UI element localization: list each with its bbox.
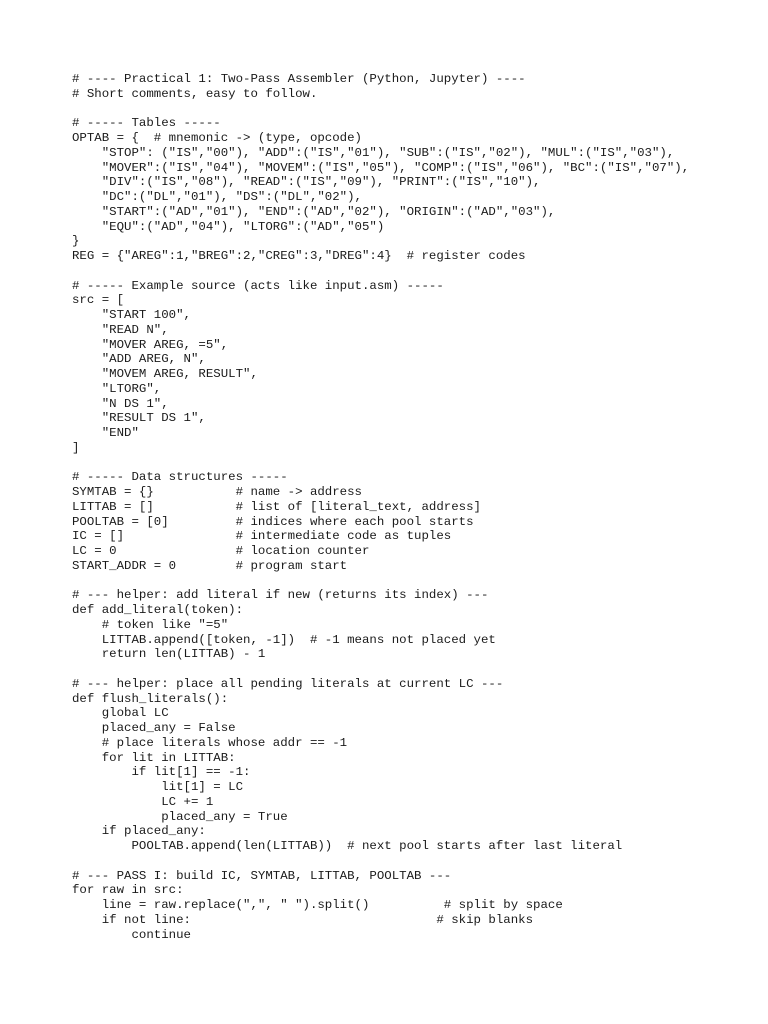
code-line: for lit in LITTAB: xyxy=(72,750,236,765)
code-line: "START":("AD","01"), "END":("AD","02"), "ORIGIN":("AD","03"), xyxy=(72,204,556,219)
code-line: "EQU":("AD","04"), "LTORG":("AD","05") xyxy=(72,219,385,234)
code-line: ] xyxy=(72,440,80,455)
blank-line xyxy=(72,102,752,117)
code-line: line = raw.replace(",", " ").split() # split by space xyxy=(72,898,563,912)
code-line: "MOVER":("IS","04"), "MOVEM":("IS","05"), "COMP":("IS","06"), "BC":("IS","07"), xyxy=(72,160,690,175)
code-line: "STOP": ("IS","00"), "ADD":("IS","01"), "SUB":("IS","02"), "MUL":("IS","03"), xyxy=(72,145,675,160)
code-line: LC = 0 # location counter xyxy=(72,544,370,558)
code-line: REG = {"AREG":1,"BREG":2,"CREG":3,"DREG":4} # register codes xyxy=(72,249,526,263)
code-line: "MOVEM AREG, RESULT", xyxy=(72,367,258,381)
code-line: START_ADDR = 0 # program start xyxy=(72,558,348,573)
code-line: global LC xyxy=(72,706,169,721)
code-line: # Short comments, easy to follow. xyxy=(72,86,318,101)
code-line: if placed_any: xyxy=(72,824,206,839)
code-line: LITTAB.append([token, -1]) # -1 means not placed yet xyxy=(72,632,496,647)
blank-line xyxy=(72,264,752,279)
code-line: POOLTAB = [0] # indices where each pool starts xyxy=(72,514,474,529)
code-line: OPTAB = { # mnemonic -> (type, opcode) xyxy=(72,131,362,145)
code-line: # --- helper: add literal if new (returns its index) --- xyxy=(72,588,489,603)
code-line: def flush_literals(): xyxy=(72,691,229,706)
code-line: "DIV":("IS","08"), "READ":("IS","09"), "PRINT":("IS","10"), xyxy=(72,175,541,190)
code-line: for raw in src: xyxy=(72,883,184,898)
code-line: continue xyxy=(72,927,191,942)
blank-line xyxy=(72,574,752,589)
code-line: # ----- Data structures ----- xyxy=(72,470,288,485)
code-line: "DC":("DL","01"), "DS":("DL","02"), xyxy=(72,190,362,204)
code-line: "N DS 1", xyxy=(72,396,169,411)
code-line: } xyxy=(72,234,80,249)
code-line: # place literals whose addr == -1 xyxy=(72,735,348,750)
code-line: # --- helper: place all pending literals at current LC --- xyxy=(72,676,504,691)
code-line: LITTAB = [] # list of [literal_text, address] xyxy=(72,499,481,514)
code-listing xyxy=(72,72,752,942)
code-line: "END" xyxy=(72,426,139,440)
code-line: LC += 1 xyxy=(72,794,214,809)
blank-line xyxy=(72,854,752,869)
code-line: return len(LITTAB) - 1 xyxy=(72,647,266,662)
code-line: POOLTAB.append(len(LITTAB)) # next pool starts after last literal xyxy=(72,839,623,853)
code-line: placed_any = False xyxy=(72,721,236,735)
code-line: if not line: # skip blanks xyxy=(72,912,534,927)
code-line: "MOVER AREG, =5", xyxy=(72,337,229,352)
code-line: "ADD AREG, N", xyxy=(72,352,206,367)
code-line: placed_any = True xyxy=(72,809,288,824)
blank-line xyxy=(72,456,752,471)
code-line: src = [ xyxy=(72,293,125,308)
code-line: IC = [] # intermediate code as tuples xyxy=(72,529,452,544)
code-line: if lit[1] == -1: xyxy=(72,765,251,780)
code-line: "RESULT DS 1", xyxy=(72,411,206,426)
code-line: # token like "=5" xyxy=(72,617,229,632)
code-line: # ---- Practical 1: Two-Pass Assembler (Python, Jupyter) ---- xyxy=(72,72,526,86)
code-line: "START 100", xyxy=(72,308,191,322)
code-line: # ----- Tables ----- xyxy=(72,116,221,131)
code-line: # ----- Example source (acts like input.asm) ----- xyxy=(72,278,444,293)
code-line: def add_literal(token): xyxy=(72,603,244,617)
code-line: lit[1] = LC xyxy=(72,780,244,794)
code-line: "READ N", xyxy=(72,322,169,337)
code-line: # --- PASS I: build IC, SYMTAB, LITTAB, POOLTAB --- xyxy=(72,868,452,883)
blank-line xyxy=(72,662,752,677)
code-line: SYMTAB = {} # name -> address xyxy=(72,485,362,499)
code-line: "LTORG", xyxy=(72,381,162,396)
